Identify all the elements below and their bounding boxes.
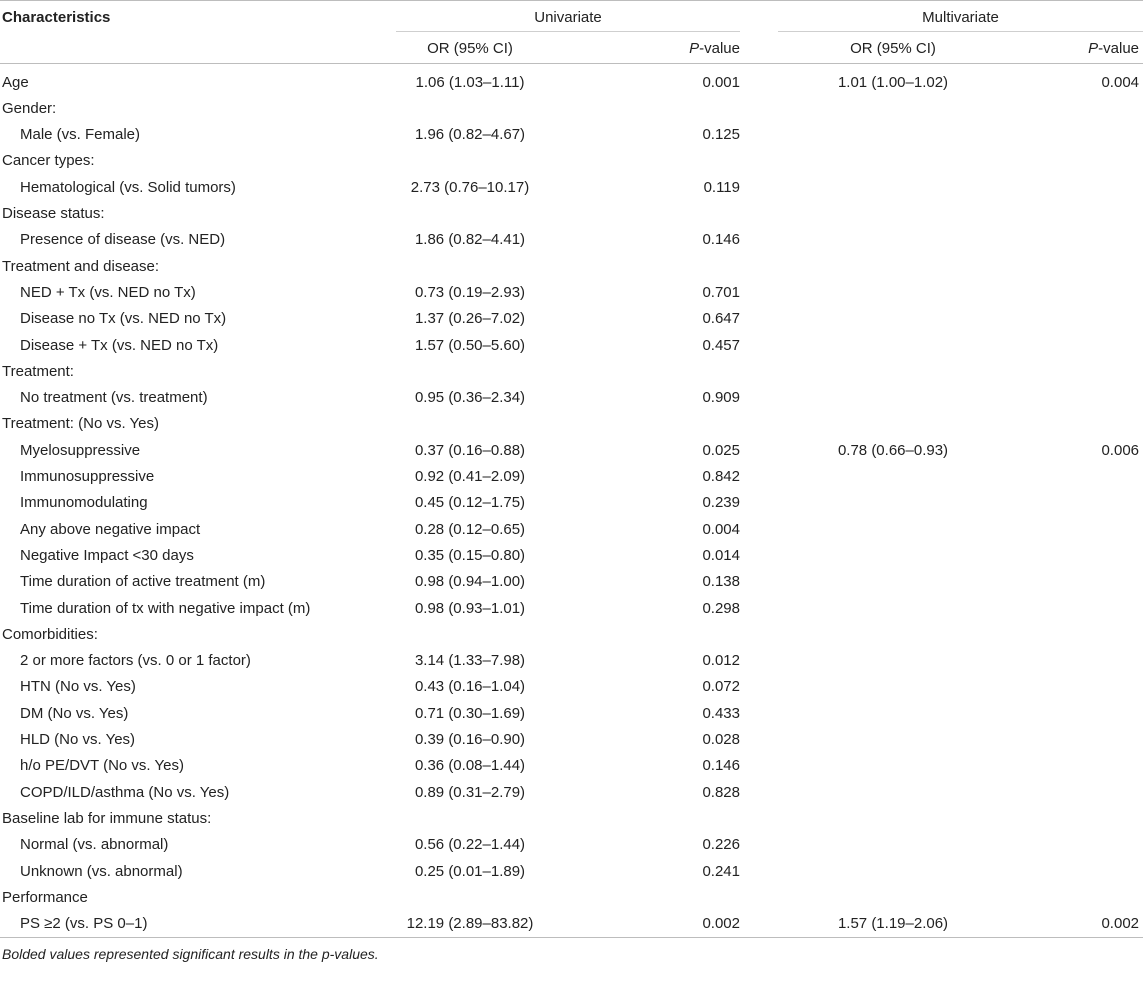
multivariate-p <box>1008 753 1143 779</box>
multivariate-or <box>778 464 1008 490</box>
spacer <box>740 96 778 122</box>
table-row <box>0 438 1143 464</box>
row-label: Time duration of tx with negative impact (m) <box>20 599 311 617</box>
univariate-or: 2.73 (0.76–10.17) <box>410 178 530 196</box>
univariate-p: 0.241 <box>702 862 740 880</box>
univariate-or <box>396 148 544 174</box>
multivariate-or <box>778 385 1008 411</box>
header-multivariate-p <box>1008 32 1143 63</box>
header-univariate-or: OR (95% CI) <box>396 32 544 63</box>
table-row <box>0 385 1143 411</box>
table-row <box>0 885 1143 911</box>
table-row <box>0 333 1143 359</box>
row-label: Treatment: (No vs. Yes) <box>2 415 160 433</box>
table-row <box>0 227 1143 253</box>
spacer <box>740 859 778 885</box>
univariate-or: 0.39 (0.16–0.90) <box>414 731 526 749</box>
univariate-or: 0.73 (0.19–2.93) <box>414 283 526 301</box>
row-label: Age <box>2 73 29 91</box>
table-row <box>0 911 1143 938</box>
header-univariate: Univariate <box>396 1 740 32</box>
row-label: Negative Impact <30 days <box>20 546 194 564</box>
univariate-or: 1.96 (0.82–4.67) <box>414 126 526 144</box>
multivariate-or <box>778 306 1008 332</box>
multivariate-p <box>1008 227 1143 253</box>
row-label: DM (No vs. Yes) <box>20 704 129 722</box>
univariate-p <box>544 96 740 122</box>
multivariate-or <box>778 701 1008 727</box>
multivariate-p <box>1008 569 1143 595</box>
multivariate-or <box>778 543 1008 569</box>
univariate-or: 1.06 (1.03–1.11) <box>415 73 525 91</box>
row-label: Hematological (vs. Solid tumors) <box>20 178 236 196</box>
multivariate-or <box>778 727 1008 753</box>
multivariate-or <box>778 780 1008 806</box>
univariate-or: 0.71 (0.30–1.69) <box>414 704 526 722</box>
spacer <box>740 543 778 569</box>
univariate-or: 0.95 (0.36–2.34) <box>414 389 526 407</box>
row-label: Treatment and disease: <box>2 257 160 275</box>
spacer <box>740 122 778 148</box>
multivariate-p <box>1008 543 1143 569</box>
spacer <box>740 464 778 490</box>
spacer <box>740 175 778 201</box>
univariate-or <box>396 885 544 911</box>
header-multivariate: Multivariate <box>778 1 1143 32</box>
univariate-or <box>396 201 544 227</box>
multivariate-or <box>778 569 1008 595</box>
row-label: Gender: <box>2 99 57 117</box>
univariate-or: 1.57 (0.50–5.60) <box>414 336 526 354</box>
table-row <box>0 464 1143 490</box>
table-row <box>0 280 1143 306</box>
table-row <box>0 674 1143 700</box>
spacer <box>740 674 778 700</box>
header-characteristics: Characteristics <box>2 9 111 26</box>
table-footnote: Bolded values represented significant results in the p-values. <box>2 946 379 963</box>
univariate-or: 0.45 (0.12–1.75) <box>414 494 526 512</box>
univariate-p: 0.025 <box>702 441 740 459</box>
univariate-or: 0.92 (0.41–2.09) <box>414 468 526 486</box>
spacer <box>740 753 778 779</box>
univariate-p: 0.028 <box>702 731 740 749</box>
univariate-p: 0.125 <box>702 126 740 144</box>
multivariate-or <box>778 648 1008 674</box>
multivariate-or <box>778 411 1008 437</box>
p-suffix: -value <box>1098 40 1140 58</box>
table-row <box>0 148 1143 174</box>
row-label: Disease status: <box>2 205 105 223</box>
univariate-or <box>396 254 544 280</box>
multivariate-p: 0.004 <box>1101 73 1140 91</box>
univariate-or: 0.28 (0.12–0.65) <box>414 520 526 538</box>
row-label: PS ≥2 (vs. PS 0–1) <box>0 911 396 938</box>
row-label: Cancer types: <box>2 152 95 170</box>
univariate-or: 0.89 (0.31–2.79) <box>414 783 526 801</box>
univariate-p: 0.014 <box>702 546 740 564</box>
univariate-or <box>396 806 544 832</box>
univariate-p <box>544 359 740 385</box>
table-row <box>0 517 1143 543</box>
spacer <box>740 333 778 359</box>
univariate-or: 0.36 (0.08–1.44) <box>414 757 526 775</box>
row-label: Male (vs. Female) <box>20 126 141 144</box>
table-row <box>0 96 1143 122</box>
multivariate-or <box>778 359 1008 385</box>
spacer <box>740 280 778 306</box>
univariate-or: 0.43 (0.16–1.04) <box>414 678 526 696</box>
spacer <box>740 885 778 911</box>
multivariate-or <box>778 832 1008 858</box>
multivariate-p <box>1008 859 1143 885</box>
univariate-p: 0.647 <box>702 310 740 328</box>
table-row <box>0 648 1143 674</box>
table-row <box>0 411 1143 437</box>
univariate-or: 1.37 (0.26–7.02) <box>414 310 526 328</box>
multivariate-p <box>1008 780 1143 806</box>
univariate-or <box>396 359 544 385</box>
multivariate-or <box>778 517 1008 543</box>
table-row <box>0 490 1143 516</box>
spacer <box>740 727 778 753</box>
univariate-p <box>544 622 740 648</box>
univariate-p: 0.072 <box>702 678 740 696</box>
row-label: Immunosuppressive <box>20 468 155 486</box>
table-row <box>0 753 1143 779</box>
univariate-p: 0.012 <box>702 652 740 670</box>
multivariate-or <box>778 175 1008 201</box>
row-label: HLD (No vs. Yes) <box>20 731 136 749</box>
univariate-p: 0.001 <box>702 73 740 91</box>
multivariate-p <box>1008 359 1143 385</box>
spacer <box>740 227 778 253</box>
multivariate-p <box>1008 333 1143 359</box>
multivariate-p <box>1008 622 1143 648</box>
spacer <box>740 490 778 516</box>
multivariate-p: 0.002 <box>1008 911 1143 938</box>
multivariate-p <box>1008 490 1143 516</box>
table-row <box>0 701 1143 727</box>
univariate-p: 0.909 <box>702 389 740 407</box>
univariate-p: 0.004 <box>702 520 740 538</box>
multivariate-p <box>1008 648 1143 674</box>
table-row <box>0 859 1143 885</box>
multivariate-p <box>1008 96 1143 122</box>
multivariate-or: 1.57 (1.19–2.06) <box>778 911 1008 938</box>
univariate-p: 0.842 <box>702 468 740 486</box>
univariate-or: 12.19 (2.89–83.82) <box>396 911 544 938</box>
multivariate-p <box>1008 596 1143 622</box>
univariate-p: 0.146 <box>702 757 740 775</box>
spacer <box>740 832 778 858</box>
p-italic: P <box>1088 40 1099 58</box>
row-label: Presence of disease (vs. NED) <box>20 231 226 249</box>
multivariate-p <box>1008 148 1143 174</box>
table-row <box>0 596 1143 622</box>
row-label: 2 or more factors (vs. 0 or 1 factor) <box>20 652 251 670</box>
univariate-or: 0.98 (0.93–1.01) <box>414 599 526 617</box>
multivariate-p <box>1008 464 1143 490</box>
multivariate-p <box>1008 280 1143 306</box>
row-label: No treatment (vs. treatment) <box>20 389 208 407</box>
row-label: HTN (No vs. Yes) <box>20 678 136 696</box>
univariate-p: 0.146 <box>702 231 740 249</box>
table-row <box>0 201 1143 227</box>
table-row <box>0 122 1143 148</box>
univariate-p: 0.239 <box>702 494 740 512</box>
multivariate-or <box>778 333 1008 359</box>
multivariate-p <box>1008 806 1143 832</box>
univariate-or: 0.25 (0.01–1.89) <box>414 862 526 880</box>
row-label: Immunomodulating <box>20 494 148 512</box>
univariate-or: 3.14 (1.33–7.98) <box>414 652 526 670</box>
univariate-p: 0.298 <box>702 599 740 617</box>
univariate-p <box>544 806 740 832</box>
row-label: Treatment: <box>2 362 74 380</box>
row-label: Baseline lab for immune status: <box>2 809 212 827</box>
spacer <box>740 254 778 280</box>
univariate-or: 0.98 (0.94–1.00) <box>414 573 526 591</box>
row-label: Any above negative impact <box>20 520 201 538</box>
row-label: Disease + Tx (vs. NED no Tx) <box>20 336 219 354</box>
p-italic: P <box>689 40 700 58</box>
spacer <box>740 701 778 727</box>
multivariate-or: 0.78 (0.66–0.93) <box>837 441 949 459</box>
multivariate-or <box>778 96 1008 122</box>
row-label: Myelosuppressive <box>20 441 141 459</box>
multivariate-or <box>778 622 1008 648</box>
multivariate-p <box>1008 411 1143 437</box>
row-label: Unknown (vs. abnormal) <box>20 862 183 880</box>
table-row <box>0 63 1143 96</box>
univariate-p: 0.138 <box>702 573 740 591</box>
spacer <box>740 569 778 595</box>
header-row-groups <box>0 1 1143 32</box>
row-label: NED + Tx (vs. NED no Tx) <box>20 283 196 301</box>
row-label: COPD/ILD/asthma (No vs. Yes) <box>20 783 230 801</box>
univariate-or <box>396 96 544 122</box>
univariate-p: 0.828 <box>702 783 740 801</box>
spacer <box>740 411 778 437</box>
multivariate-p <box>1008 175 1143 201</box>
multivariate-p <box>1008 727 1143 753</box>
spacer <box>740 622 778 648</box>
row-label: Disease no Tx (vs. NED no Tx) <box>20 310 227 328</box>
univariate-p: 0.701 <box>702 283 740 301</box>
header-row-columns <box>0 32 1143 63</box>
spacer <box>740 359 778 385</box>
multivariate-or <box>778 490 1008 516</box>
multivariate-p <box>1008 306 1143 332</box>
row-label: Comorbidities: <box>2 625 98 643</box>
spacer <box>740 63 778 96</box>
multivariate-or <box>778 122 1008 148</box>
spacer <box>740 148 778 174</box>
univariate-p: 0.457 <box>702 336 740 354</box>
row-label: Normal (vs. abnormal) <box>20 836 169 854</box>
univariate-p: 0.119 <box>703 178 740 196</box>
univariate-p <box>544 885 740 911</box>
univariate-or: 0.56 (0.22–1.44) <box>414 836 526 854</box>
spacer <box>740 911 778 938</box>
univariate-p: 0.226 <box>702 836 740 854</box>
spacer <box>740 780 778 806</box>
multivariate-or <box>778 280 1008 306</box>
multivariate-or: 1.01 (1.00–1.02) <box>837 73 949 91</box>
row-label: Time duration of active treatment (m) <box>20 573 266 591</box>
spacer <box>740 806 778 832</box>
table-row <box>0 727 1143 753</box>
multivariate-or <box>778 806 1008 832</box>
spacer <box>740 385 778 411</box>
table-row <box>0 806 1143 832</box>
multivariate-p <box>1008 832 1143 858</box>
multivariate-or <box>778 753 1008 779</box>
multivariate-or <box>778 885 1008 911</box>
spacer <box>740 201 778 227</box>
multivariate-p <box>1008 254 1143 280</box>
multivariate-or <box>778 201 1008 227</box>
spacer <box>740 306 778 332</box>
multivariate-p <box>1008 885 1143 911</box>
multivariate-or <box>778 254 1008 280</box>
multivariate-or <box>778 596 1008 622</box>
multivariate-or <box>778 859 1008 885</box>
table-row <box>0 306 1143 332</box>
multivariate-or <box>778 674 1008 700</box>
header-univariate-p <box>544 32 740 63</box>
univariate-p <box>544 201 740 227</box>
spacer <box>740 648 778 674</box>
table-row <box>0 359 1143 385</box>
multivariate-p <box>1008 122 1143 148</box>
header-multivariate-or: OR (95% CI) <box>778 32 1008 63</box>
multivariate-p <box>1008 701 1143 727</box>
univariate-or: 0.37 (0.16–0.88) <box>414 441 526 459</box>
table-row <box>0 254 1143 280</box>
univariate-p <box>544 148 740 174</box>
p-suffix: -value <box>699 40 740 58</box>
table-row <box>0 832 1143 858</box>
spacer <box>740 517 778 543</box>
table-row <box>0 569 1143 595</box>
univariate-or: 0.35 (0.15–0.80) <box>414 546 526 564</box>
univariate-p <box>544 254 740 280</box>
univariate-p: 0.002 <box>544 911 740 938</box>
spacer <box>740 596 778 622</box>
univariate-p <box>544 411 740 437</box>
table-row <box>0 780 1143 806</box>
multivariate-p <box>1008 674 1143 700</box>
row-label: Performance <box>2 888 88 906</box>
univariate-p: 0.433 <box>702 704 740 722</box>
multivariate-or <box>778 227 1008 253</box>
univariate-or <box>396 622 544 648</box>
univariate-or <box>396 411 544 437</box>
multivariate-p: 0.006 <box>1101 441 1140 459</box>
univariate-or: 1.86 (0.82–4.41) <box>414 231 526 249</box>
row-label: h/o PE/DVT (No vs. Yes) <box>20 757 184 775</box>
multivariate-p <box>1008 517 1143 543</box>
table-row <box>0 175 1143 201</box>
multivariate-p <box>1008 385 1143 411</box>
multivariate-or <box>778 148 1008 174</box>
multivariate-p <box>1008 201 1143 227</box>
table-row <box>0 622 1143 648</box>
spacer <box>740 438 778 464</box>
table-row <box>0 543 1143 569</box>
